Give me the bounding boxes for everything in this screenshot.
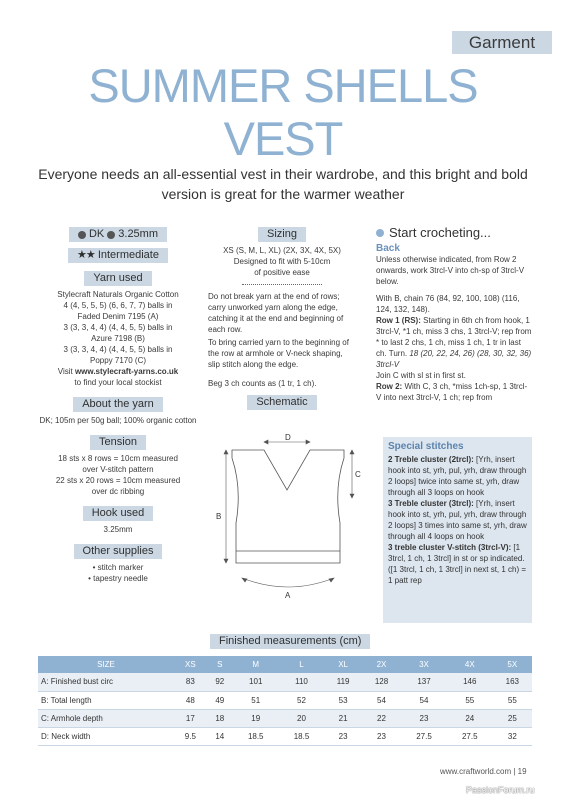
special-item-label: 2 Treble cluster (2trcl): [388,455,474,464]
note-paragraph: Do not break yarn at the end of rows; carry unworked yarn along the edge, catching it at the end and beginning of each row. [208,292,344,334]
vest-schematic [202,428,372,603]
table-cell: 48 [174,691,207,709]
table-cell: 21 [324,709,362,727]
supply-item: • tapestry needle [88,574,148,583]
column-header: 3X [401,656,447,673]
table-cell: 53 [324,691,362,709]
yarn-line: Azure 7198 (B) [91,334,145,343]
table-cell: 55 [493,691,532,709]
table-cell: 92 [207,673,233,691]
back-intro: Unless otherwise indicated, from Row 2 onwards, work 3trcl-V into ch-sp of 3trcl-V below. [376,255,525,286]
table-cell: 9.5 [174,727,207,745]
table-cell: 27.5 [447,727,493,745]
page-title-line1: SUMMER SHELLS [88,59,478,112]
table-cell: 55 [447,691,493,709]
chain-text: With B, chain 76 (84, 92, 100, 108) (116, 124, 132, 148). [376,294,520,314]
table-row [38,673,532,691]
special-item [388,454,527,498]
note-paragraph: Beg 3 ch counts as (1 tr, 1 ch). [208,379,317,388]
measurements-table [38,656,532,746]
sizing-heading: Sizing [258,227,306,242]
table-cell: B: Total length [38,691,174,709]
table-row [38,709,532,727]
column-header: 4X [447,656,493,673]
table-cell: 24 [447,709,493,727]
hook-icon [107,231,115,239]
special-stitches-heading: Special stitches [388,441,464,452]
yarn-line: 4 (4, 5, 5, 5) (6, 6, 7, 7) balls in [63,301,173,310]
table-cell: 163 [493,673,532,691]
label-d: D [285,433,291,442]
level-badge [68,248,168,263]
left-column [38,227,198,584]
table-cell: D: Neck width [38,727,174,745]
table-cell: 18 [207,709,233,727]
table-cell: 52 [279,691,325,709]
yarn-line: 3 (3, 3, 4, 4) (4, 4, 5, 5) balls in [63,345,173,354]
special-item-text: [Yrh, insert hook into st, yrh, pul, yrh, draw through 2 loops] 3 times into same st, yrh, draw through all 4 loops on hook [388,499,527,541]
vest-outline [232,450,344,563]
table-cell: 54 [362,691,401,709]
special-item [388,542,527,586]
table-cell: 23 [362,727,401,745]
special-stitches-box [383,437,532,623]
special-item-text: [1 3trcl, 1 ch, 1 3trcl] in st or sp indicated. ([1 3trcl, 1 ch, 1 3trcl] in next st, 1 ch) = 1 patt rep [388,543,527,585]
tension-line: 18 sts x 8 rows = 10cm measured [58,454,178,463]
note-paragraph: To bring carried yarn to the beginning of the row at armhole or V-neck shaping, slip stitch along the edge. [208,338,349,369]
dimension-a-arrow [242,578,334,587]
table-cell: 23 [401,709,447,727]
row1-count: 18 (20, 22, 24, 26) (28, 30, 32, 36) 3trcl-V [376,349,532,369]
label-c: C [355,470,361,479]
tension-line: over dc ribbing [91,487,145,496]
yarn-line: Poppy 7170 (C) [89,356,147,365]
visit-suffix: to find your local stockist [74,378,162,387]
right-column [376,227,532,403]
table-header-row [38,656,532,673]
special-item-text: [Yrh, insert hook into st, yrh, pul, yrh, draw through 2 loops] twice into same st, yrh, draw through all 3 loops on hook [388,455,527,497]
yarn-weight: DK [88,228,105,240]
footer-site[interactable]: www.craftworld.com [440,767,512,776]
supply-item: • stitch marker [92,563,144,572]
start-heading: Start crocheting... [389,225,491,240]
table-cell: 19 [233,709,279,727]
page-number: 19 [517,767,527,776]
about-yarn-heading: About the yarn [73,397,163,412]
table-cell: 49 [207,691,233,709]
back-heading: Back [376,243,400,254]
column-header: 5X [493,656,532,673]
section-tag: Garment [452,31,552,54]
table-cell: 128 [362,673,401,691]
special-item [388,498,527,542]
column-header: M [233,656,279,673]
bullet-icon [376,229,384,237]
sizing-line: of positive ease [254,268,310,277]
standfirst: Everyone needs an all-essential vest in their wardrobe, and this bright and bold version is great for the warmer weather [38,166,528,202]
yarn-weight-badge [69,227,167,242]
middle-column [208,227,356,410]
column-header: S [207,656,233,673]
yarn-ball-icon [78,231,86,239]
row1-text: Starting in 6th ch from hook, 1 3trcl-V, *1 ch, miss 3 chs, 1 3trcl-V; rep from * to last 2 chs, 1 ch, miss 1 ch, 1 tr in last ch. Turn. [376,316,532,358]
table-row [38,727,532,745]
special-item-label: 3 treble cluster V-stitch (3trcl-V): [388,543,512,552]
measurements-heading: Finished measurements (cm) [210,634,370,649]
schematic-heading: Schematic [247,395,316,410]
visit-prefix: Visit [57,367,75,376]
hook-used-text: 3.25mm [103,525,133,534]
table-cell: 23 [324,727,362,745]
table-cell: 101 [233,673,279,691]
page-footer: www.craftworld.com | 19 [440,767,527,776]
table-cell: 18.5 [279,727,325,745]
column-header: L [279,656,325,673]
tension-list [38,453,198,497]
join-text: Join C with sl st in first st. [376,371,466,380]
row2-text: With C, 3 ch, *miss 1ch-sp, 1 3trcl-V into next 3trcl-V, 1 ch; rep from [376,382,528,402]
table-cell: 110 [279,673,325,691]
hook-used-heading: Hook used [83,506,154,521]
stockist-link[interactable]: www.stylecraft-yarns.co.uk [74,367,179,376]
row1-label: Row 1 (RS): [376,316,421,325]
table-cell: 17 [174,709,207,727]
table-cell: 18.5 [233,727,279,745]
yarn-used-heading: Yarn used [84,271,151,286]
other-supplies-heading: Other supplies [74,544,163,559]
table-row [38,691,532,709]
table-cell: 51 [233,691,279,709]
watermark: PassionForum.ru [466,785,535,795]
table-cell: 137 [401,673,447,691]
yarn-line: 3 (3, 3, 4, 4) (4, 4, 5, 5) balls in [63,323,173,332]
table-cell: 119 [324,673,362,691]
sizing-line: XS (S, M, L, XL) (2X, 3X, 4X, 5X) [223,246,341,255]
label-a: A [285,591,291,600]
yarn-line: Stylecraft Naturals Organic Cotton [57,290,179,299]
yarn-line: Faded Denim 7195 (A) [77,312,159,321]
page-title-line2: VEST [223,112,343,165]
hook-size: 3.25mm [118,228,159,240]
label-b: B [216,512,222,521]
table-cell: 54 [401,691,447,709]
table-cell: 27.5 [401,727,447,745]
table-cell: 22 [362,709,401,727]
table-cell: 146 [447,673,493,691]
yarn-used-list [38,289,198,388]
level-text: Intermediate [97,249,159,261]
dotted-divider [242,284,322,285]
row2-label: Row 2: [376,382,403,391]
column-header: 2X [362,656,401,673]
about-yarn-text: DK; 105m per 50g ball; 100% organic cotton [39,416,197,425]
row2-instruction [376,381,532,403]
table-cell: 83 [174,673,207,691]
table-cell: 32 [493,727,532,745]
table-cell: 20 [279,709,325,727]
table-cell: A: Finished bust circ [38,673,174,691]
table-cell: C: Armhole depth [38,709,174,727]
tension-line: 22 sts x 20 rows = 10cm measured [55,476,181,485]
star-icon: ★★ [77,249,95,261]
table-cell: 14 [207,727,233,745]
column-header: SIZE [38,656,174,673]
tension-line: over V-stitch pattern [82,465,154,474]
special-item-label: 3 Treble cluster (3trcl): [388,499,474,508]
table-cell: 25 [493,709,532,727]
column-header: XS [174,656,207,673]
row1-instruction [376,315,532,370]
tension-heading: Tension [90,435,146,450]
sizing-line: Designed to fit with 5-10cm [233,257,331,266]
column-header: XL [324,656,362,673]
